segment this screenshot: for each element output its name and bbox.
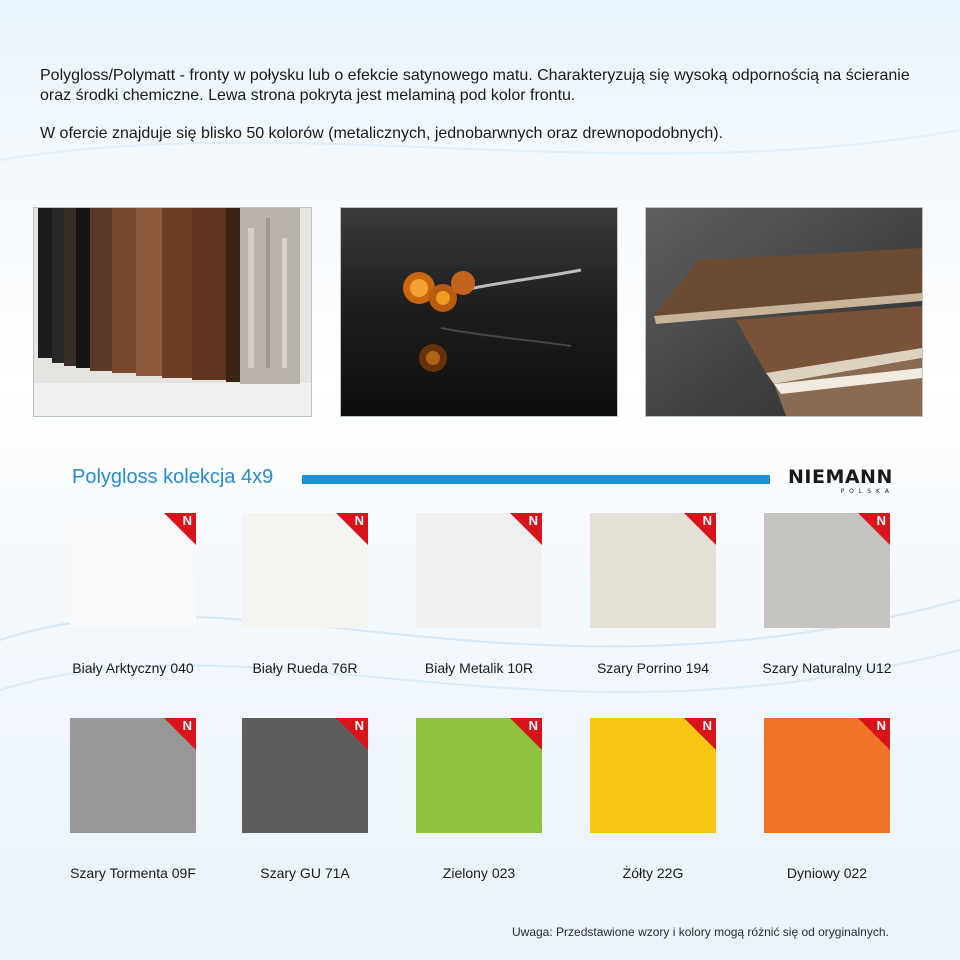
new-badge-letter: N — [354, 718, 364, 733]
new-badge-letter: N — [528, 513, 538, 528]
color-swatch — [70, 513, 196, 628]
color-swatch — [416, 718, 542, 833]
photo-amber-rose — [340, 207, 618, 417]
swatch-label: Szary GU 71A — [260, 865, 350, 881]
new-badge-letter: N — [528, 718, 538, 733]
new-badge-letter: N — [876, 513, 886, 528]
intro-paragraph-1: Polygloss/Polymatt - fronty w połysku lub o efekcie satynowego matu. Charakteryzują się wysoką odpornością na ścieranie oraz środki chemiczne. Lewa strona pokryta jest melaminą pod kolor frontu. — [40, 67, 910, 104]
swatch-label: Biały Metalik 10R — [424, 660, 534, 676]
swatch-label: Dyniowy 022 — [786, 865, 868, 881]
new-badge-letter: N — [876, 718, 886, 733]
intro-paragraph-2: W ofercie znajduje się blisko 50 kolorów (metalicznych, jednobarwnych oraz drewnopodobnych). — [40, 125, 724, 142]
intro-text — [40, 66, 940, 144]
color-swatch — [70, 718, 196, 833]
new-badge-letter: N — [354, 513, 364, 528]
photo-panel-edges — [645, 207, 923, 417]
photo-wood-panel-samples — [33, 207, 312, 417]
color-swatch — [242, 513, 368, 628]
collection-title: Polygloss kolekcja 4x9 — [72, 466, 274, 488]
swatch-label: Szary Tormenta 09F — [70, 865, 196, 881]
new-badge-letter: N — [702, 718, 712, 733]
color-swatch — [416, 513, 542, 628]
swatch-label: Szary Porrino 194 — [596, 660, 710, 676]
color-swatch — [590, 513, 716, 628]
new-badge-letter: N — [702, 513, 712, 528]
niemann-logo — [788, 467, 894, 495]
logo-subtitle: POLSKA — [840, 488, 894, 495]
color-swatch — [764, 513, 890, 628]
logo-wordmark: NIEMANN — [788, 466, 893, 488]
disclaimer-note: Uwaga: Przedstawione wzory i kolory mogą różnić się od oryginalnych. — [512, 925, 889, 939]
collection-title-bar — [302, 475, 770, 484]
color-swatch — [590, 718, 716, 833]
swatch-label: Biały Rueda 76R — [252, 660, 358, 676]
swatch-label: Szary Naturalny U12 — [762, 660, 892, 676]
new-badge-letter: N — [182, 513, 192, 528]
color-swatch — [242, 718, 368, 833]
swatch-label: Żółty 22G — [622, 865, 684, 881]
swatch-label: Biały Arktyczny 040 — [72, 660, 194, 676]
color-swatch — [764, 718, 890, 833]
swatch-label: Zielony 023 — [442, 865, 516, 881]
new-badge-letter: N — [182, 718, 192, 733]
